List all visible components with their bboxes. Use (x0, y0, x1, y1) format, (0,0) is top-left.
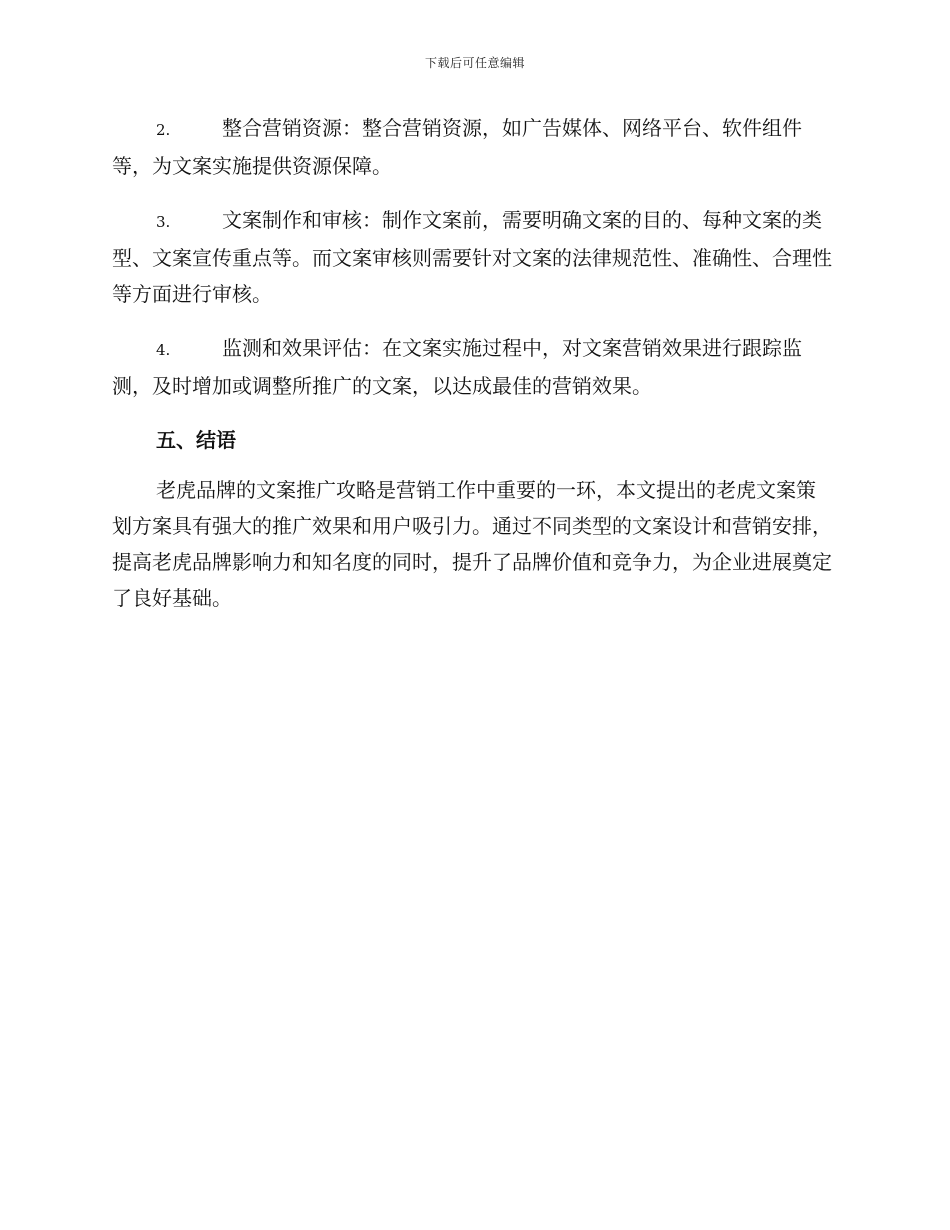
conclusion-paragraph: 老虎品牌的文案推广攻略是营销工作中重要的一环，本文提出的老虎文案策划方案具有强大的推广效果和用户吸引力。通过不同类型的文案设计和营销安排，提高老虎品牌影响力和知名度的同时，提升了品牌价值和竞争力，为企业进展奠定了良好基础。 (112, 478, 832, 610)
section-heading: 五、结语 (156, 428, 236, 452)
list-item-number: 3. (156, 213, 171, 231)
list-item-number: 2. (156, 121, 171, 139)
page-header: 下载后可任意编辑 (424, 56, 525, 70)
list-item-text: 监测和效果评估：在文案实施过程中，对文案营销效果进行跟踪监测，及时增加或调整所推广的文案，以达成最佳的营销效果。 (112, 336, 802, 398)
list-item-text: 文案制作和审核：制作文案前，需要明确文案的目的、每种文案的类型、文案宣传重点等。而文案审核则需要针对文案的法律规范性、准确性、合理性等方面进行审核。 (112, 208, 832, 306)
list-item-text: 整合营销资源：整合营销资源，如广告媒体、网络平台、软件组件等，为文案实施提供资源保障。 (112, 116, 802, 178)
list-item-number: 4. (156, 341, 171, 359)
list-item (112, 202, 834, 312)
list-item (112, 110, 834, 184)
list-item (112, 330, 834, 404)
page-content (112, 110, 834, 616)
